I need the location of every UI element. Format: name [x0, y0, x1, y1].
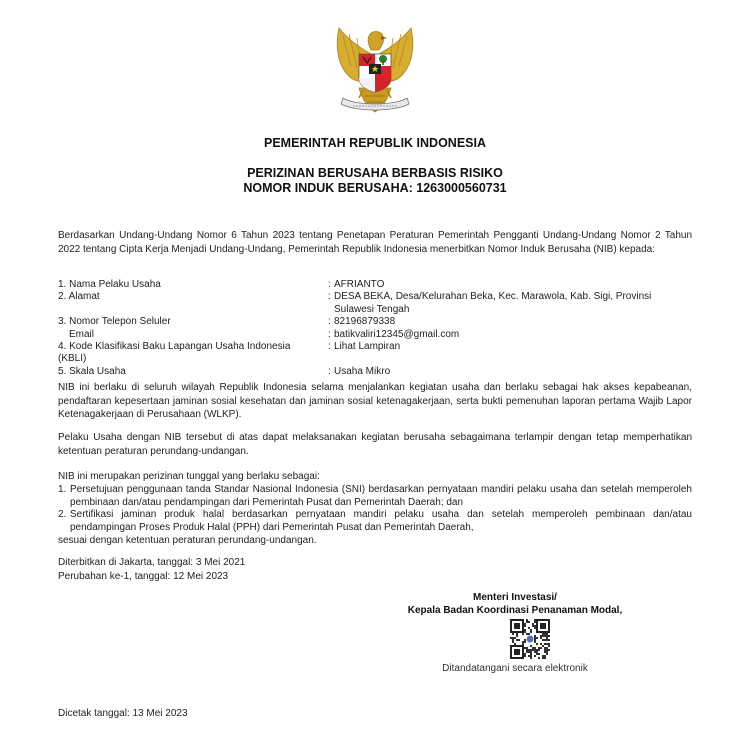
nib-validity-paragraph: NIB ini berlaku di seluruh wilayah Republik Indonesia selama menjalankan kegiatan usaha dan berlaku sebagai hak akses kepabeanan, pendaftaran kepesertaan jaminan sosial kesehatan dan jaminan sosial ketenagakerjaan, serta bukti pemenuhan laporan pertama Wajib Lapor Ketenagakerjaan di Perusahaan (WLKP). [58, 382, 692, 421]
detail-colon: : [328, 365, 331, 377]
electronic-signature-note: Ditandatangani secara elektronik [442, 663, 588, 674]
detail-value: AFRIANTO [334, 279, 385, 290]
detail-colon: : [328, 316, 331, 328]
detail-label: Email [69, 328, 95, 340]
license-item-number: 1. [58, 483, 67, 495]
detail-row-phone [58, 316, 698, 328]
detail-value: Usaha Mikro [334, 365, 391, 377]
business-details [58, 279, 698, 378]
signatory-title: Menteri Investasi/ [473, 592, 557, 603]
signatory-office: Kepala Badan Koordinasi Penanaman Modal, [407, 605, 623, 616]
detail-value: 82196879338 [334, 316, 396, 328]
detail-value: batikvaliri12345@gmail.com [334, 328, 460, 340]
detail-value: DESA BEKA, Desa/Kelurahan Beka, Kec. Marawola, Kab. Sigi, Provinsi Sulawesi Tengah [334, 291, 652, 315]
qr-code-icon [510, 619, 550, 659]
issued-date: Diterbitkan di Jakarta, tanggal: 3 Mei 2021 [58, 557, 246, 568]
document-title: PERIZINAN BERUSAHA BERBASIS RISIKO [247, 166, 503, 180]
detail-value: Lihat Lampiran [334, 341, 401, 353]
license-item-text: Persetujuan penggunaan tanda Standar Nasional Indonesia (SNI) berdasarkan pernyataan mandiri pelaku usaha dan setelah memperoleh pembinaan dan/atau pendampingan dari Pemerintah Pusat dan Pemerintah Daerah; dan [70, 483, 692, 508]
detail-label: 4. Kode Klasifikasi Baku Lapangan Usaha Indonesia (KBLI) [58, 341, 291, 365]
detail-colon: : [328, 341, 331, 353]
printed-date: Dicetak tanggal: 13 Mei 2023 [58, 708, 188, 719]
license-list-closing: sesuai dengan ketentuan peraturan perundang-undangan. [58, 534, 317, 546]
detail-label: 1. Nama Pelaku Usaha [58, 279, 161, 290]
detail-colon: : [328, 279, 331, 290]
detail-row-kbli [58, 341, 698, 366]
detail-label: 2. Alamat [58, 291, 100, 303]
change-date: Perubahan ke-1, tanggal: 12 Mei 2023 [58, 570, 229, 582]
nib-number-heading: NOMOR INDUK BERUSAHA: 1263000560731 [243, 181, 507, 195]
detail-colon: : [328, 291, 331, 303]
detail-row-email [58, 329, 698, 341]
license-list-intro: NIB ini merupakan perizinan tunggal yang berlaku sebagai: [58, 471, 320, 482]
license-list-item [58, 484, 692, 510]
detail-label: 3. Nomor Telepon Seluler [58, 316, 171, 328]
detail-colon: : [328, 328, 331, 340]
license-list [58, 471, 692, 548]
detail-row-name [58, 279, 698, 291]
detail-row-address [58, 291, 698, 316]
detail-label: 5. Skala Usaha [58, 365, 126, 377]
intro-paragraph: Berdasarkan Undang-Undang Nomor 6 Tahun 2023 tentang Penetapan Peraturan Pemerintah Pengganti Undang-Undang Nomor 2 Tahun 2022 tentang Cipta Kerja Menjadi Undang-Undang, Pemerintah Republik Indonesia menerbitkan Nomor Induk Berusaha (NIB) kepada: [58, 230, 692, 255]
government-heading: PEMERINTAH REPUBLIK INDONESIA [263, 136, 486, 150]
issuance-info [58, 556, 692, 583]
detail-row-scale [58, 366, 698, 378]
license-item-text: Sertifikasi jaminan produk halal berdasarkan pernyataan mandiri pelaku usaha dan setelah memperoleh pembinaan dan/atau pendampingan Proses Produk Halal (PPH) dari Pemerintah Pusat dan Pemerintah Daerah, [70, 509, 692, 534]
license-item-number: 2. [58, 509, 67, 521]
business-actor-paragraph: Pelaku Usaha dengan NIB tersebut di atas dapat melaksanakan kegiatan berusaha sebagaimana terlampir dengan tetap memperhatikan ketentuan peraturan perundang-undangan. [58, 432, 692, 457]
garuda-emblem-icon [329, 26, 421, 122]
license-list-item [58, 509, 692, 535]
